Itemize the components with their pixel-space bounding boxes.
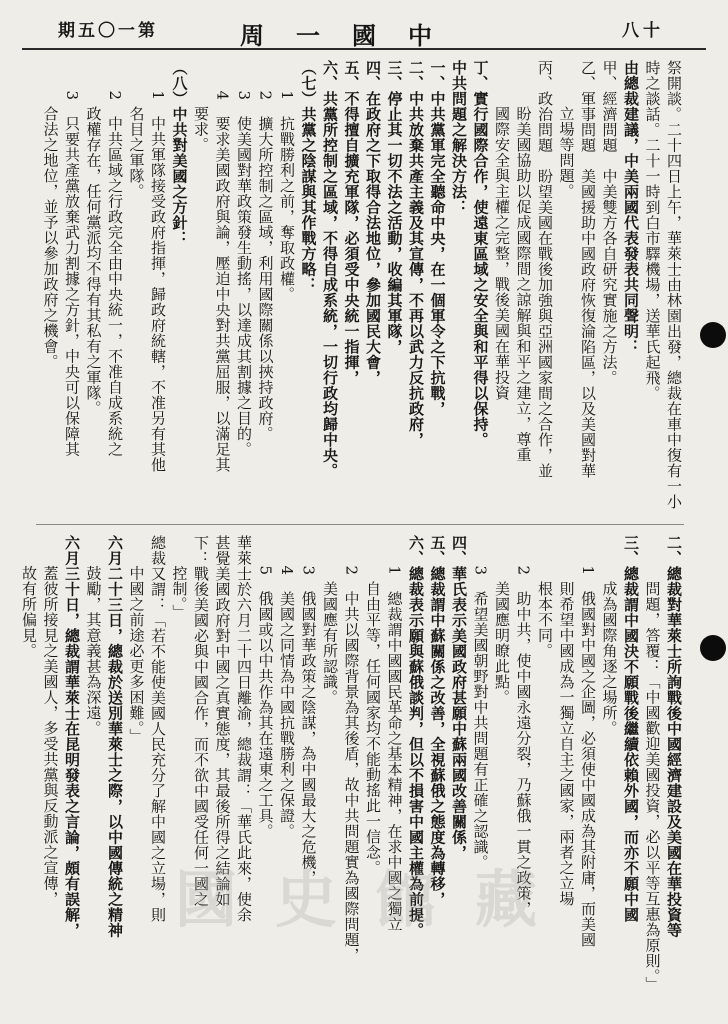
text-column: 根本不同。 <box>536 550 554 659</box>
text-column: 丁、實行國際合作，使遠東區域之安全與和平得以保持。 <box>471 60 490 448</box>
text-column: 控制。」 <box>170 550 189 620</box>
text-column: 則希望中國成為一獨立自主之國家，兩者之立場 <box>557 550 576 907</box>
section-divider <box>36 524 684 525</box>
header-rule <box>22 48 706 50</box>
text-column: 二、中共放棄共產主義及其宣傳，不再以武力反抗政府， <box>407 60 425 448</box>
text-column: 2 擴大所控制之區域，利用國際關係以挾持政府。 <box>256 75 275 442</box>
text-column: 中國之前途必更多困難。」 <box>127 550 146 744</box>
text-column: 三、停止其一切不法之活動，收編其軍隊， <box>385 60 404 355</box>
text-column: 丙、政治問題 盼望美國在戰後加強與亞洲國家間之合作，並 <box>536 60 554 479</box>
text-column: 政權存在，任何黨派均不得有其私有之軍隊。 <box>84 75 103 416</box>
text-column: 華萊士於六月二十四日離渝，總裁謂：「華氏此來，使余 <box>235 535 253 923</box>
text-column: 六、總裁表示願與蘇俄談判，但以不損害中國主權為前提。 <box>407 535 425 938</box>
text-column: 1 總裁謂中國國民革命之基本精神，在求中國之獨立 <box>385 550 404 933</box>
page-number: 八十 <box>622 21 664 41</box>
issue-number: 期五〇一第 <box>58 21 158 41</box>
text-column: 1 抗戰勝利之前，奪取政權。 <box>278 75 296 303</box>
text-column: 中共問題之解決方法： <box>450 60 468 215</box>
text-column: （八）中共對美國之方針： <box>170 60 189 246</box>
binder-hole-upper <box>700 322 726 348</box>
text-column: 盼美國協助以促成國際間之諒解與和平之建立，尊重 <box>514 75 533 463</box>
text-column: 乙、軍事問題 美國援助中國政府恢復淪陷區，以及美國對華 <box>579 60 597 479</box>
text-column: 4 要求美國政府與論，壓迫中央對共黨屈服，以滿足其 <box>213 75 232 473</box>
text-column: 五、總裁謂中蘇關係之改善，全視蘇俄之態度為轉移， <box>428 535 447 907</box>
archive-watermark: 國史館藏 <box>175 863 576 936</box>
text-column: 問題，答覆：「中國歡迎美國投資，必以平等互惠為原則。」 <box>643 550 662 992</box>
text-column: （七）共黨之陰謀與其作戰方略： <box>299 60 318 293</box>
text-column: 總裁又謂：「若不能使美國人民充分了解中國之立場，則 <box>149 535 167 923</box>
text-column: 4 美國之同情為中國抗戰勝利之保證。 <box>278 550 296 840</box>
text-column: 2 中共區域之行政完全由中央統一，不准自成系統之 <box>106 75 124 458</box>
text-column: 甚覺美國政府對中國之真實態度，其最後所得之結論如 <box>213 535 232 907</box>
text-column: 祭開談。二十四日上午，華萊士由林園出發，總裁在車中復有一小 <box>665 60 683 510</box>
text-column: 六、共黨所控制之區域，不得自成系統，一切行政均歸中央。 <box>321 60 339 479</box>
text-column: 時之談話。二十一時到白市驛機場，送華氏起飛。 <box>643 60 662 401</box>
text-column: 甲、經濟問題 中美雙方各自研究實施之方法。 <box>600 60 619 386</box>
text-column: 美國應有所認識。 <box>321 550 339 705</box>
text-column: 3 希望美國朝野對中共問題有正確之認識。 <box>471 550 490 871</box>
text-column: 下：戰後美國必與中國合作，而不欲中國受任何一國之 <box>192 535 210 907</box>
text-column: 美國應明瞭此點。 <box>493 550 511 705</box>
text-column: 1 中共軍隊接受政府指揮，歸政府統轄，不准另有其他 <box>149 75 167 473</box>
text-column: 合法之地位，並予以參加政府之機會。 <box>41 75 60 370</box>
text-column: 六月二十三日，總裁於送別華萊士之際，以中國傳統之精神 <box>106 535 124 938</box>
text-column: 要求。 <box>192 75 210 153</box>
text-column: 2 助中共，使中國永遠分裂，乃蘇俄一貫之政策， <box>514 550 533 917</box>
text-column: 鼓勵，其意義甚為深遠。 <box>84 550 103 736</box>
text-column: 一、中共黨軍完全聽命中央，在一個軍令之下抗戰， <box>428 60 447 417</box>
text-column: 1 俄國對中國之企圖，必須使中國成為其附庸，而美國 <box>579 550 597 948</box>
binder-hole-lower <box>700 635 726 661</box>
text-column: 四、在政府之下取得合法地位，參加國民大會， <box>364 60 382 386</box>
text-column: 二、總裁對華萊士所詢戰後中國經濟建設及美國在華投資等 <box>665 535 683 938</box>
text-column: 2 中共以國際背景為其後盾，故中共問題實為國際問題， <box>342 550 361 964</box>
text-column: 3 俄國對華政策之陰謀，為中國最大之危機， <box>299 550 318 886</box>
text-column: 3 使美國對華政策發生動搖，以達成其割據之目的。 <box>235 75 253 458</box>
text-column: 立場等問題。 <box>557 75 576 199</box>
text-column: 3 只要共產黨放棄武力割據之方針，中央可以保障其 <box>63 75 81 458</box>
text-column: 六月三十日，總裁謂華萊士在昆明發表之言論，頗有誤解， <box>63 535 81 938</box>
text-column: 故有所偏見。 <box>20 550 38 659</box>
text-column: 5 俄國或以中共作為其在遠東之工具。 <box>256 550 275 840</box>
text-column: 三、總裁謂中國決不願戰後繼續依賴外國，而亦不願中國 <box>622 535 640 923</box>
text-column: 五、不得擅自擴充軍隊，必須受中央統一指揮， <box>342 60 361 386</box>
text-column: 成為國際角逐之場所。 <box>600 550 619 736</box>
text-column: 蓋彼所接見之美國人，多受共黨與反動派之宣傳， <box>41 550 60 907</box>
text-column: 國際安全與主權之完整，戰後美國在華投資 <box>493 75 511 401</box>
text-column: 名目之軍隊。 <box>127 75 146 199</box>
text-column: 自由平等，任何國家均不能動搖此一信念。 <box>364 550 382 876</box>
text-column: 四、華氏表示美國政府甚願中蘇兩國改善關係， <box>450 535 468 861</box>
text-column: 由總裁建議，中美兩國代表發表共同聲明： <box>622 60 640 355</box>
top-text-block <box>41 60 684 515</box>
publication-title: 周一國中 <box>240 21 464 50</box>
